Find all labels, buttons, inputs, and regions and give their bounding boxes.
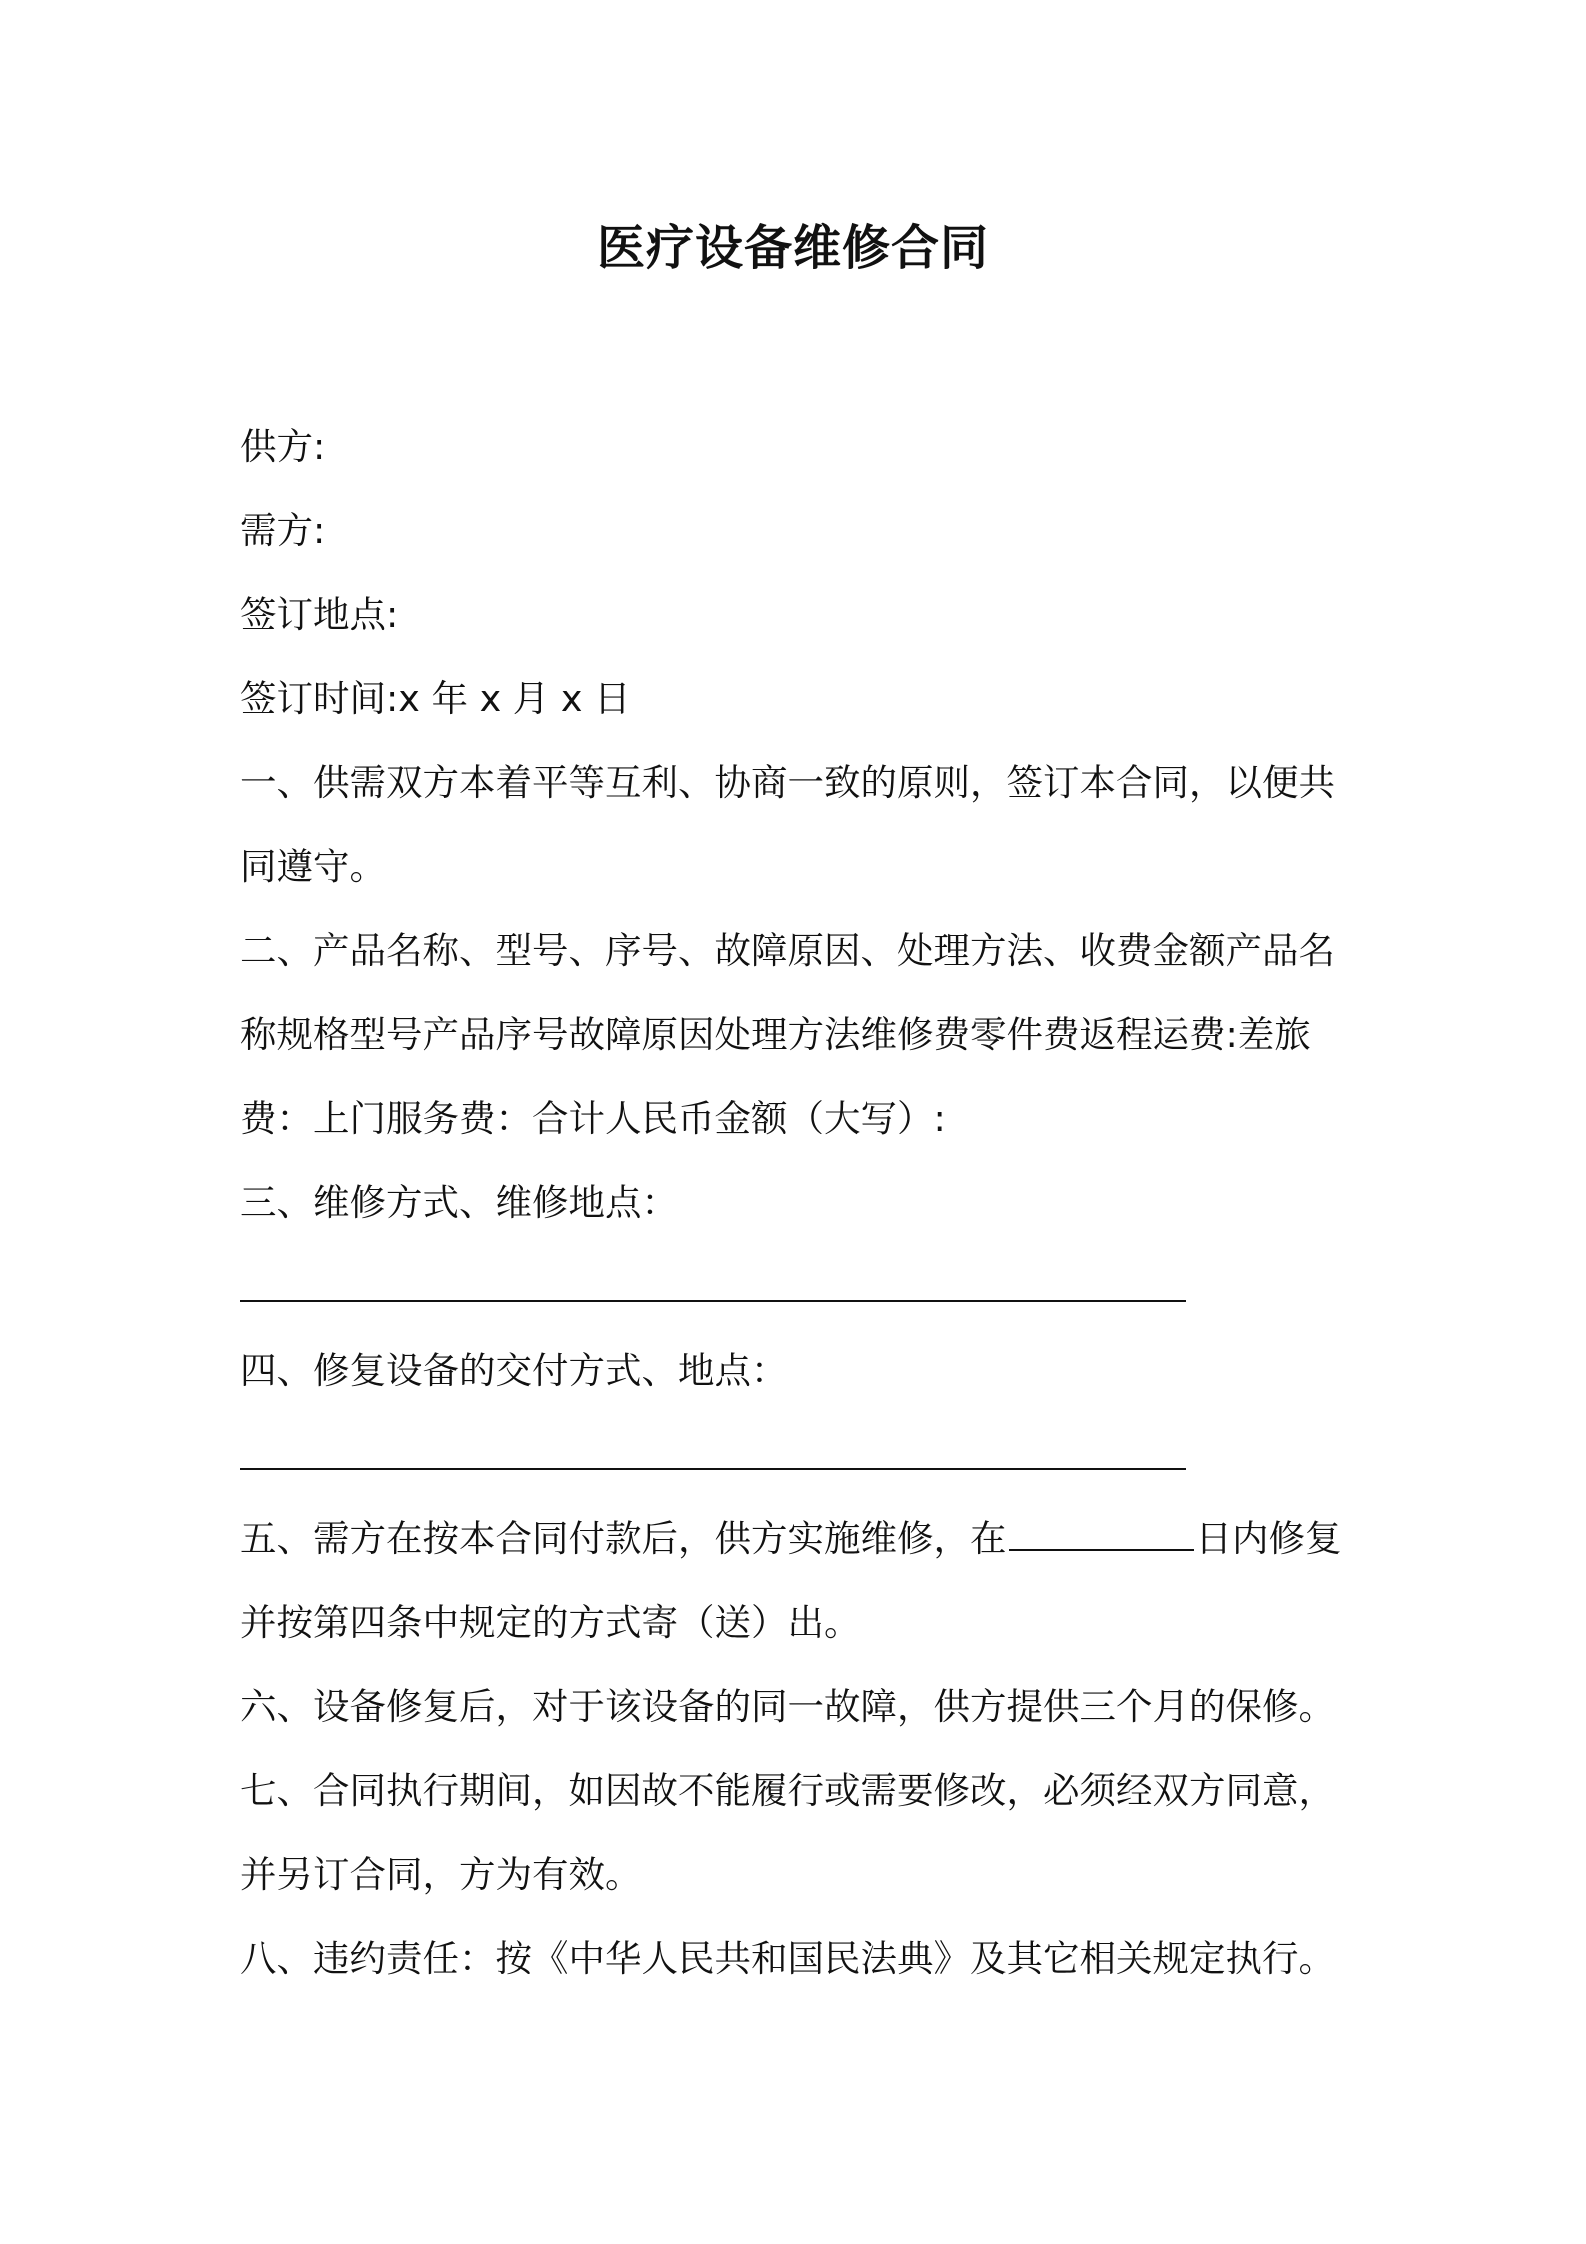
clause-1-line-1: 一、供需双方本着平等互利、协商一致的原则，签订本合同，以便共 bbox=[240, 761, 1335, 804]
clause-1-line-2: 同遵守。 bbox=[240, 845, 386, 888]
clause-3: 三、维修方式、维修地点： bbox=[240, 1181, 678, 1224]
clause-3-fill-line bbox=[240, 1245, 1186, 1329]
clause-7-line-2: 并另订合同，方为有效。 bbox=[240, 1853, 642, 1896]
clause-4-fill-line bbox=[240, 1413, 1186, 1497]
supplier-field: 供方: bbox=[240, 425, 326, 468]
clause-2-line-1: 二、产品名称、型号、序号、故障原因、处理方法、收费金额产品名 bbox=[240, 929, 1335, 972]
contract-body bbox=[240, 405, 1360, 2001]
days-fill-blank bbox=[1009, 1521, 1194, 1551]
clause-7-line-1: 七、合同执行期间，如因故不能履行或需要修改，必须经双方同意， bbox=[240, 1769, 1335, 1812]
clause-2-line-2: 称规格型号产品序号故障原因处理方法维修费零件费返程运费:差旅 bbox=[240, 1013, 1311, 1056]
signing-place-field: 签订地点: bbox=[240, 593, 399, 636]
buyer-field: 需方: bbox=[240, 509, 326, 552]
clause-6: 六、设备修复后，对于该设备的同一故障，供方提供三个月的保修。 bbox=[240, 1685, 1335, 1728]
clause-5-text-after: 日内修复 bbox=[1195, 1517, 1342, 1560]
signing-time-field: 签订时间:x 年 x 月 x 日 bbox=[240, 677, 631, 720]
clause-8: 八、违约责任：按《中华人民共和国民法典》及其它相关规定执行。 bbox=[240, 1937, 1335, 1980]
clause-5-text-before: 五、需方在按本合同付款后，供方实施维修，在 bbox=[240, 1517, 1007, 1560]
clause-5-line-1 bbox=[240, 1497, 1360, 1581]
clause-5-line-2: 并按第四条中规定的方式寄（送）出。 bbox=[240, 1601, 861, 1644]
clause-4: 四、修复设备的交付方式、地点： bbox=[240, 1349, 788, 1392]
document-title: 医疗设备维修合同 bbox=[596, 220, 989, 276]
clause-2-line-3: 费：上门服务费：合计人民币金额（大写）: bbox=[240, 1097, 946, 1140]
